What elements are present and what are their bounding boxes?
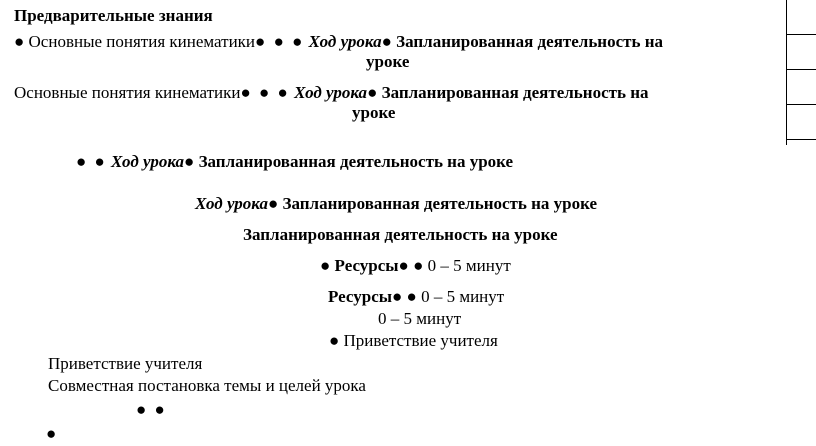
resources-text: Ресурсы	[328, 287, 393, 306]
planned-activity-text: Запланированная деятельность на	[381, 83, 649, 102]
line-greeting	[48, 354, 202, 374]
basic-concepts-text: Основные понятия кинематики	[28, 32, 256, 51]
dots-icon: ● ● ●	[240, 83, 290, 102]
lesson-flow-text: Ход урока	[111, 152, 185, 171]
bullet-icon: ●	[398, 256, 409, 275]
line-2-continuation	[352, 103, 395, 123]
table-row	[787, 70, 816, 105]
bullet-icon: ●	[406, 287, 417, 306]
planned-activity-text: Запланированная деятельность на	[396, 32, 664, 51]
bullet-icon: ●	[267, 194, 279, 213]
bullet-line-2	[14, 83, 649, 103]
joint-setting-text: Совместная постановка темы и целей урока	[48, 376, 366, 395]
section-heading	[14, 6, 213, 26]
time-text: 0 – 5 минут	[378, 309, 462, 328]
bullet-line-3	[76, 152, 513, 172]
line-dots	[136, 400, 167, 420]
dots-icon: ● ●	[136, 400, 167, 419]
teacher-greeting-text: Приветствие учителя	[48, 354, 203, 373]
dots-icon: ● ● ●	[255, 32, 305, 51]
bullet-icon: ●	[381, 32, 392, 51]
lesson-flow-text: Ход урока	[195, 194, 268, 213]
dots-icon: ● ●	[76, 152, 107, 171]
table-row	[787, 35, 816, 70]
line-lesson-flow	[195, 194, 597, 214]
line-last-bullet	[46, 424, 56, 444]
time-text: 0 – 5 минут	[421, 287, 505, 306]
basic-concepts-text: Основные понятия кинематики	[14, 83, 241, 102]
lesson-flow-text: Ход урока	[294, 83, 368, 102]
bullet-icon: ●	[184, 152, 195, 171]
table-row	[787, 0, 816, 35]
bullet-icon: ●	[413, 256, 424, 275]
teacher-greeting-text: Приветствие учителя	[343, 331, 498, 350]
line-joint-setting	[48, 376, 366, 396]
resources-text: Ресурсы	[334, 256, 399, 275]
bullet-icon: ●	[329, 331, 340, 350]
planned-activity-text: Запланированная деятельность на уроке	[243, 225, 558, 244]
line-1-continuation	[366, 52, 409, 72]
bullet-icon: ●	[46, 424, 57, 443]
line-greeting-bullet	[329, 331, 498, 351]
bullet-icon: ●	[392, 287, 403, 306]
line-resources-2	[328, 287, 504, 307]
line-time	[378, 309, 461, 329]
bullet-line-1	[14, 32, 663, 52]
planned-activity-text: Запланированная деятельность на уроке	[198, 152, 514, 171]
bullet-icon: ●	[14, 32, 25, 51]
on-lesson-text: уроке	[352, 103, 396, 122]
heading-text: Предварительные знания	[14, 6, 213, 25]
line-planned-activity	[243, 225, 558, 245]
lesson-flow-text: Ход урока	[308, 32, 382, 51]
planned-activity-text: Запланированная деятельность на уроке	[282, 194, 598, 213]
line-resources-1	[320, 256, 511, 276]
time-text: 0 – 5 минут	[427, 256, 511, 275]
bullet-icon: ●	[320, 256, 331, 275]
table-fragment	[786, 0, 816, 145]
table-row	[787, 105, 816, 140]
bullet-icon: ●	[367, 83, 378, 102]
on-lesson-text: уроке	[366, 52, 410, 71]
